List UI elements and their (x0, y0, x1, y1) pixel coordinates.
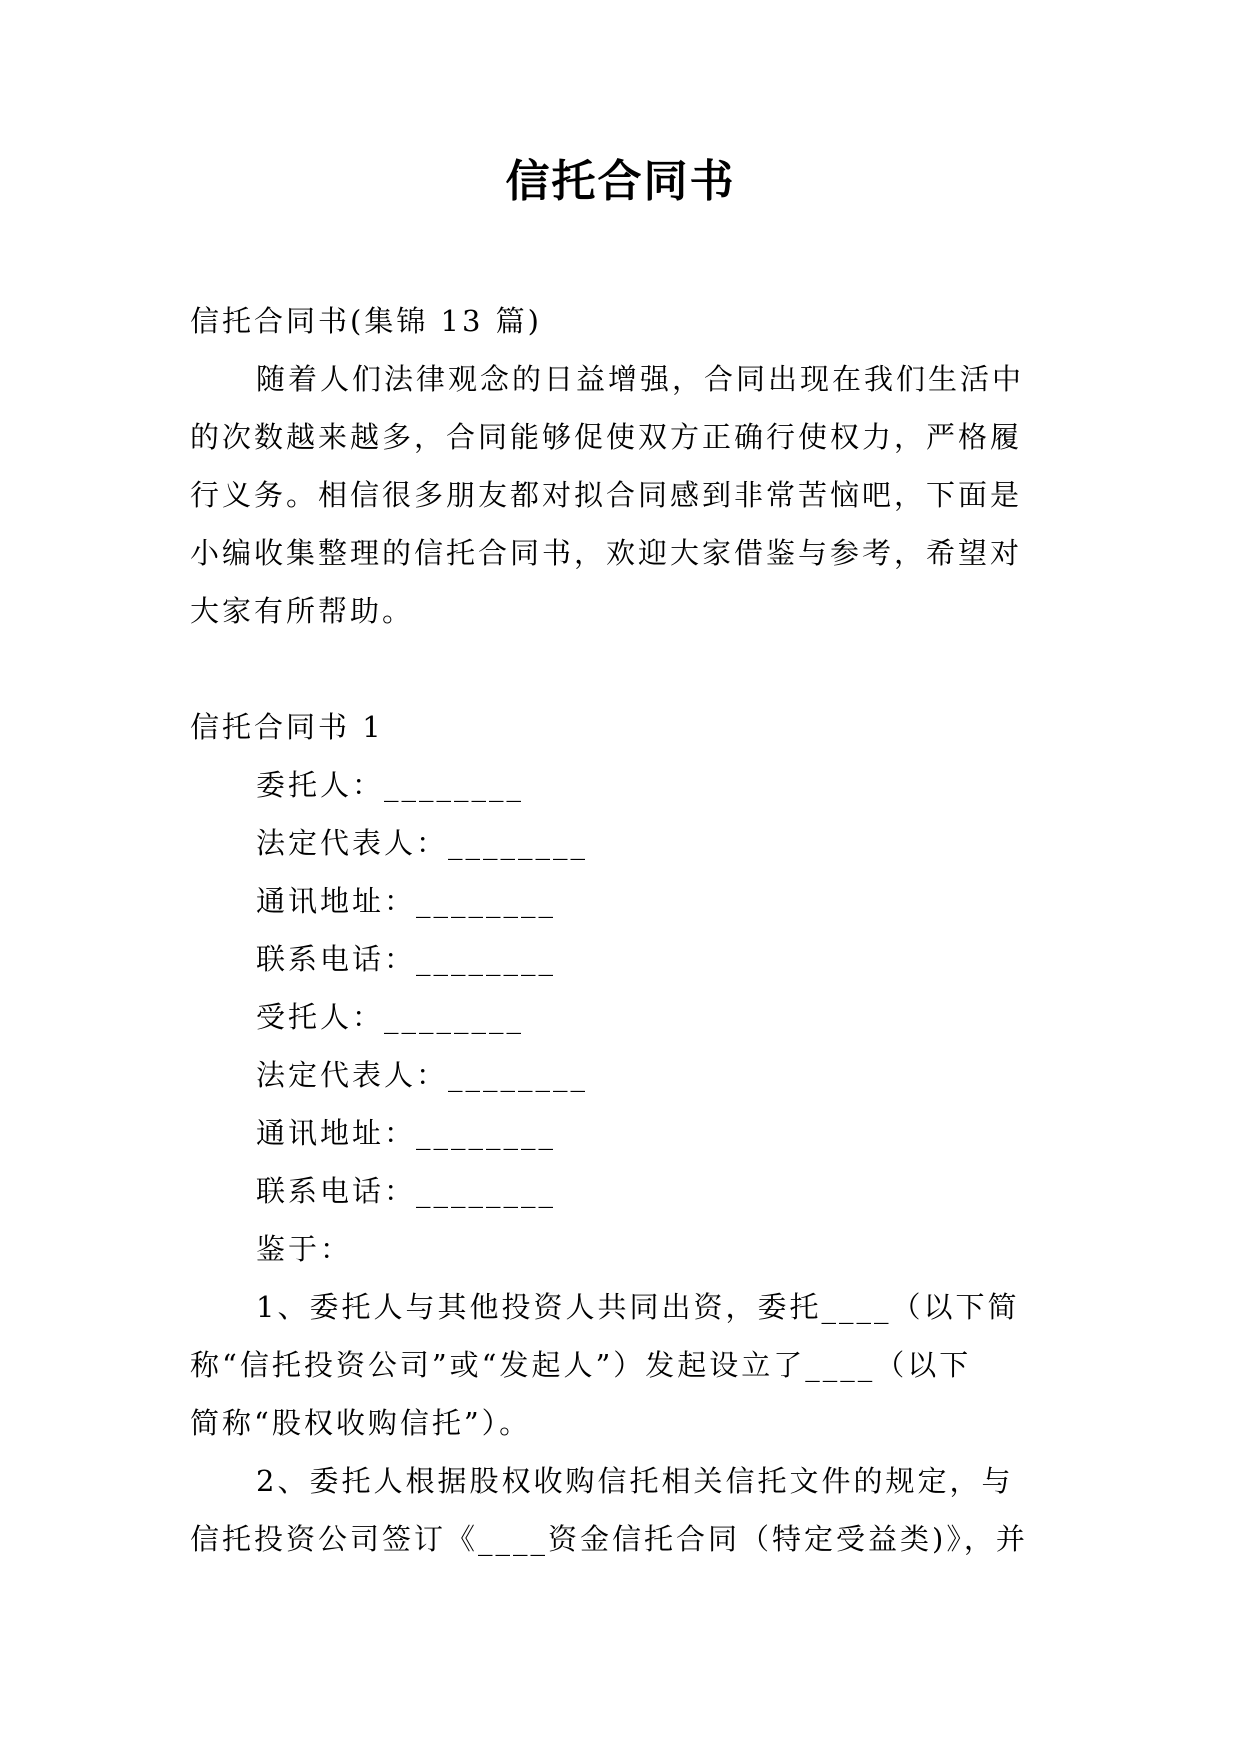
field-client-legal-rep: 法定代表人：________ (256, 826, 589, 860)
field-trustee-address: 通讯地址：________ (256, 1116, 557, 1150)
section-heading: 信托合同书 1 (190, 710, 384, 744)
clause-2-line: 2、委托人根据股权收购信托相关信托文件的规定，与 (256, 1464, 1014, 1498)
clause-1-line: 简称“股权收购信托”）。 (190, 1406, 532, 1440)
field-trustee: 受托人：________ (256, 1000, 525, 1034)
field-trustee-legal-rep: 法定代表人：________ (256, 1058, 589, 1092)
whereas-label: 鉴于： (256, 1232, 353, 1266)
field-client-phone: 联系电话：________ (256, 942, 557, 976)
field-client: 委托人：________ (256, 768, 525, 802)
clause-1-line: 1、委托人与其他投资人共同出资，委托____（以下简 (256, 1290, 1020, 1324)
intro-paragraph-line: 行义务。相信很多朋友都对拟合同感到非常苦恼吧，下面是 (190, 478, 1023, 512)
intro-paragraph-line: 小编收集整理的信托合同书，欢迎大家借鉴与参考，希望对 (190, 536, 1023, 570)
intro-paragraph-line: 随着人们法律观念的日益增强，合同出现在我们生活中 (256, 362, 1025, 396)
clause-1-line: 称“信托投资公司”或“发起人”）发起设立了____（以下 (190, 1348, 972, 1382)
field-client-address: 通讯地址：________ (256, 884, 557, 918)
intro-block (190, 292, 1060, 640)
intro-paragraph-line: 大家有所帮助。 (190, 594, 415, 628)
document-subtitle: 信托合同书(集锦 13 篇) (190, 304, 542, 338)
field-trustee-phone: 联系电话：________ (256, 1174, 557, 1208)
document-title: 信托合同书 (505, 156, 736, 207)
intro-paragraph-line: 的次数越来越多，合同能够促使双方正确行使权力，严格履 (190, 420, 1023, 454)
clause-2-line: 信托投资公司签订《____资金信托合同（特定受益类)》，并 (190, 1522, 1028, 1556)
section-1 (190, 698, 1060, 1568)
